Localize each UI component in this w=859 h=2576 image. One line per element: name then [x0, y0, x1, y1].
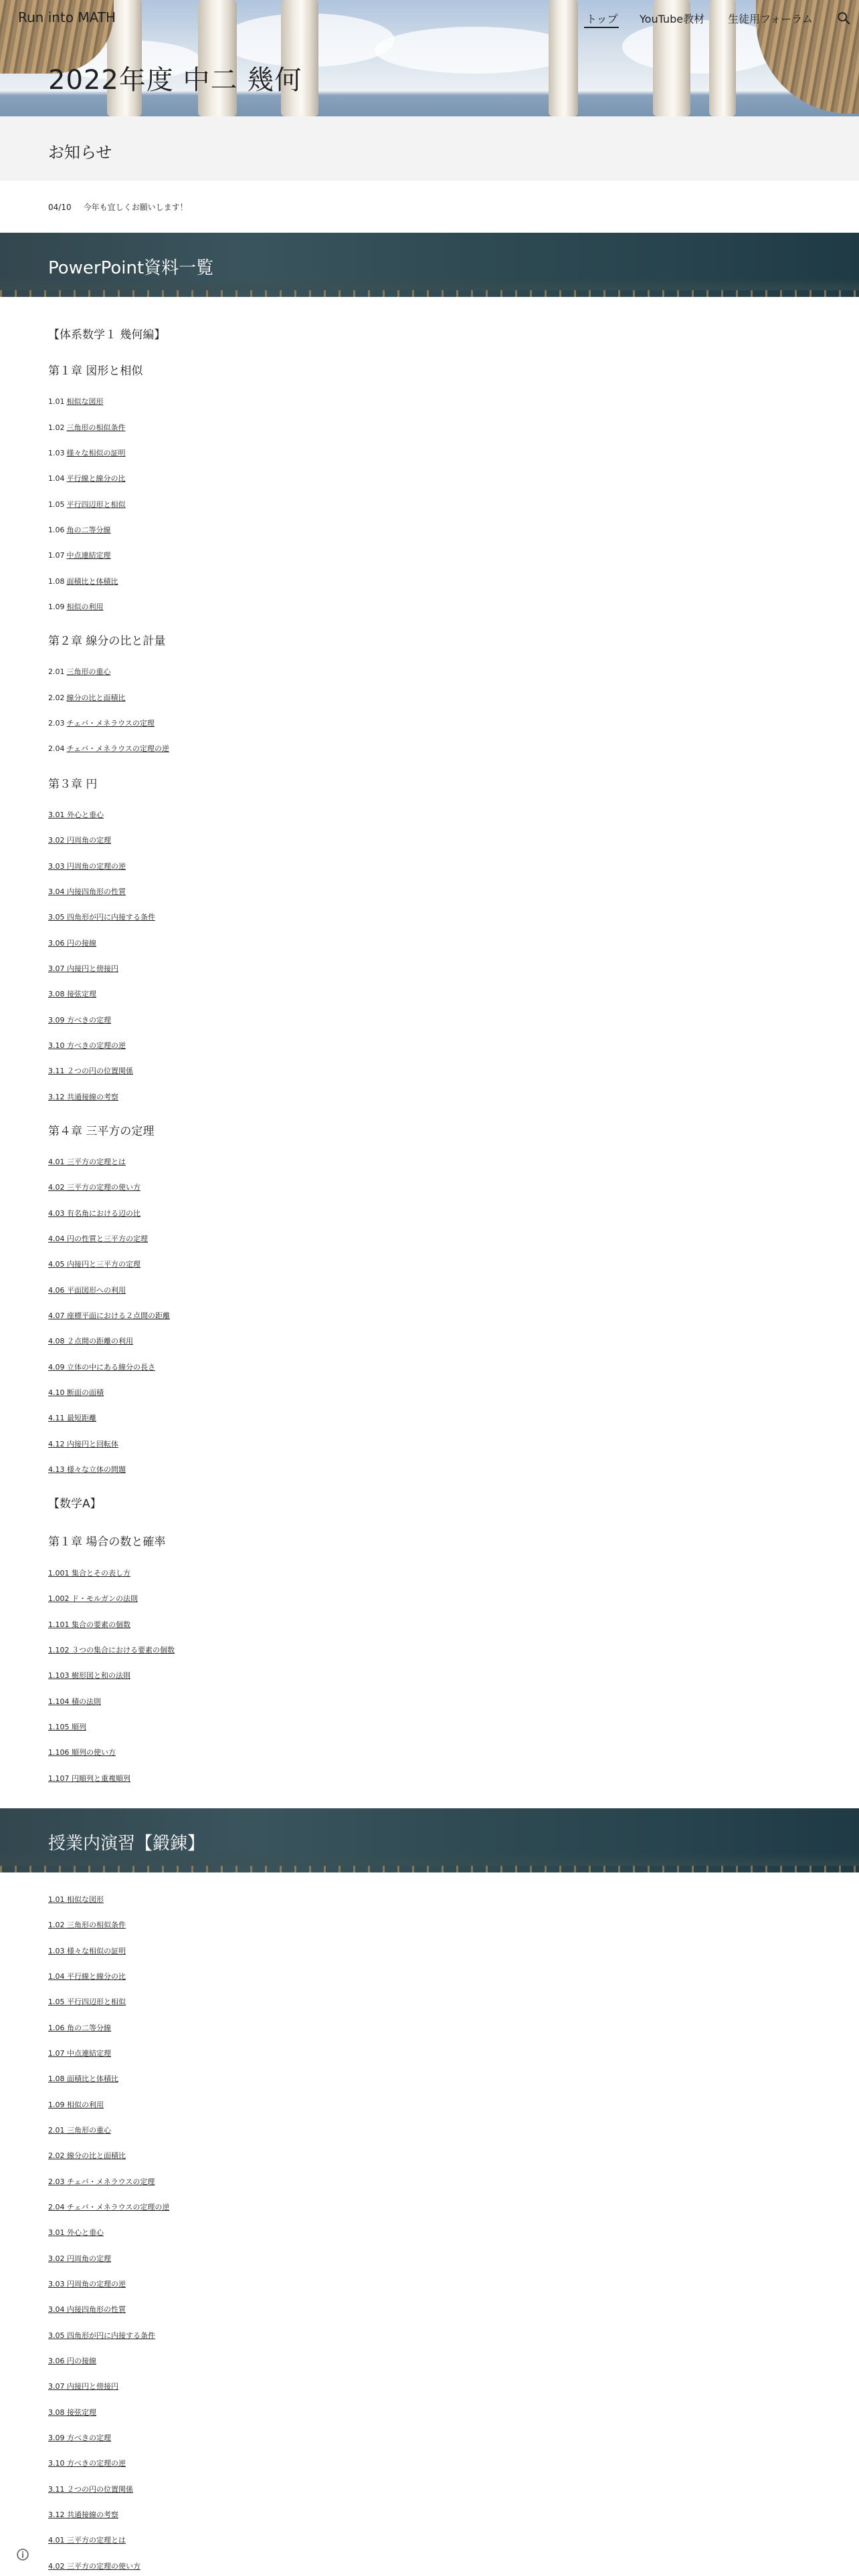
ppt-link[interactable]: 3.04 内接四角形の性質: [48, 887, 126, 896]
ppt-link[interactable]: 1.002 ド・モルガンの法則: [48, 1594, 138, 1603]
ppt-link[interactable]: 4.02 三平方の定理の使い方: [48, 1183, 140, 1192]
drill-link[interactable]: 3.02 円周角の定理: [48, 2254, 111, 2263]
ppt-link[interactable]: 1.106 順列の使い方: [48, 1748, 116, 1757]
list-item: 1.03 様々な相似の証明: [48, 449, 126, 457]
ppt-link[interactable]: 3.12 共通接線の考察: [48, 1093, 118, 1101]
chapter-heading-1: 第１章 図形と相似: [48, 364, 143, 378]
ppt-link[interactable]: 中点連結定理: [66, 551, 111, 560]
ppt-link[interactable]: 3.01 外心と垂心: [48, 811, 104, 819]
ppt-link[interactable]: 3.10 方べきの定理の逆: [48, 1041, 126, 1050]
ppt-link[interactable]: 4.08 ２点間の距離の利用: [48, 1337, 133, 1346]
ppt-link[interactable]: 1.102 ３つの集合における要素の個数: [48, 1646, 175, 1654]
drill-link[interactable]: 3.04 内接四角形の性質: [48, 2305, 126, 2314]
drill-link[interactable]: 3.07 内接円と傍接円: [48, 2382, 118, 2391]
drill-link[interactable]: 3.08 接弦定理: [48, 2408, 96, 2417]
ppt-link[interactable]: 3.06 円の接線: [48, 939, 96, 948]
ppt-link[interactable]: 平行四辺形と相似: [66, 500, 126, 509]
list-item: 2.02 線分の比と面積比: [48, 693, 126, 702]
notice-text: 今年も宜しくお願いします！: [83, 203, 188, 212]
ppt-link[interactable]: 様々な相似の証明: [66, 449, 126, 457]
ppt-link[interactable]: 4.13 様々な立体の問題: [48, 1465, 126, 1474]
drill-link[interactable]: 3.10 方べきの定理の逆: [48, 2459, 126, 2468]
drill-link[interactable]: 1.07 中点連結定理: [48, 2049, 111, 2058]
drill-link[interactable]: 1.08 面積比と体積比: [48, 2074, 118, 2083]
list-item: 2.03 チェバ・メネラウスの定理: [48, 719, 155, 728]
ppt-link[interactable]: 三角形の相似条件: [66, 423, 126, 432]
ppt-link[interactable]: 3.05 四角形が円に内接する条件: [48, 913, 155, 922]
notice-date: 04/10: [48, 203, 72, 212]
ppt-link[interactable]: 4.01 三平方の定理とは: [48, 1158, 126, 1166]
nav-youtube[interactable]: YouTube教材: [640, 13, 705, 25]
nav-forum[interactable]: 生徒用フォーラム: [728, 13, 814, 25]
chapter-heading-2: 第２章 線分の比と計量: [48, 635, 166, 648]
ppt-link[interactable]: 4.10 断面の面積: [48, 1388, 104, 1397]
ppt-link[interactable]: 4.09 立体の中にある線分の長さ: [48, 1363, 155, 1372]
ppt-link[interactable]: 4.03 有名角における辺の比: [48, 1209, 140, 1218]
search-icon[interactable]: [836, 11, 851, 25]
ppt-link[interactable]: チェバ・メネラウスの定理の逆: [66, 744, 169, 753]
drill-link[interactable]: 3.12 共通接線の考察: [48, 2510, 118, 2519]
ppt-link[interactable]: 1.101 集合の要素の個数: [48, 1620, 130, 1629]
drill-link[interactable]: 1.04 平行線と線分の比: [48, 1972, 126, 1981]
drill-link[interactable]: 1.01 相似な図形: [48, 1895, 104, 1904]
ppt-link[interactable]: 相似な図形: [66, 397, 104, 406]
ppt-link[interactable]: 相似の利用: [66, 603, 104, 611]
chapter-heading-4: 第４章 三平方の定理: [48, 1125, 155, 1138]
drill-link[interactable]: 2.01 三角形の重心: [48, 2126, 111, 2135]
drill-section-title: 授業内演習【鍛錬】: [48, 1834, 205, 1854]
drill-link[interactable]: 4.02 三平方の定理の使い方: [48, 2562, 140, 2571]
drill-link[interactable]: 3.05 四角形が円に内接する条件: [48, 2331, 155, 2340]
drill-link[interactable]: 1.09 相似の利用: [48, 2101, 104, 2109]
ppt-link[interactable]: 3.09 方べきの定理: [48, 1016, 111, 1025]
ppt-link[interactable]: 4.06 平面図形への利用: [48, 1286, 126, 1295]
ppt-link[interactable]: 三角形の重心: [66, 667, 111, 676]
drill-link[interactable]: 3.09 方べきの定理: [48, 2434, 111, 2442]
drill-link[interactable]: 2.04 チェバ・メネラウスの定理の逆: [48, 2203, 170, 2212]
drill-link[interactable]: 2.03 チェバ・メネラウスの定理: [48, 2177, 155, 2186]
drill-link[interactable]: 3.01 外心と垂心: [48, 2228, 104, 2237]
ppt-link[interactable]: 角の二等分線: [66, 526, 111, 534]
list-item: 1.06 角の二等分線: [48, 526, 111, 534]
list-item: 1.05 平行四辺形と相似: [48, 500, 126, 509]
info-icon[interactable]: [16, 2548, 29, 2561]
ppt-link[interactable]: 4.05 内接円と三平方の定理: [48, 1260, 140, 1269]
ppt-link[interactable]: 面積比と体積比: [66, 577, 118, 586]
drill-link[interactable]: 4.01 三平方の定理とは: [48, 2536, 126, 2545]
drill-link[interactable]: 1.06 角の二等分線: [48, 2024, 111, 2032]
list-item: 2.04 チェバ・メネラウスの定理の逆: [48, 744, 169, 753]
chapter-heading-A1: 第１章 場合の数と確率: [48, 1535, 166, 1549]
list-item: 2.01 三角形の重心: [48, 667, 111, 676]
ppt-link[interactable]: 4.07 座標平面における２点間の距離: [48, 1311, 170, 1320]
drill-link[interactable]: 3.03 円周角の定理の逆: [48, 2280, 126, 2288]
ppt-link[interactable]: 3.11 ２つの円の位置関係: [48, 1067, 133, 1075]
drill-link[interactable]: 3.11 ２つの円の位置関係: [48, 2485, 133, 2494]
drill-link[interactable]: 1.05 平行四辺形と相似: [48, 1998, 126, 2006]
ppt-link[interactable]: 3.07 内接円と傍接円: [48, 964, 118, 973]
ppt-link[interactable]: 4.12 内接円と回転体: [48, 1440, 118, 1448]
list-item: 1.09 相似の利用: [48, 603, 104, 611]
chapter-heading-3: 第３章 円: [48, 778, 98, 791]
list-item: 1.08 面積比と体積比: [48, 577, 118, 586]
notice-title: お知らせ: [48, 143, 112, 162]
ppt-section-title: PowerPoint資料一覧: [48, 258, 214, 278]
list-item: 1.04 平行線と線分の比: [48, 474, 126, 483]
site-brand[interactable]: Run into MATH: [18, 9, 116, 25]
ppt-link[interactable]: チェバ・メネラウスの定理: [66, 719, 155, 728]
list-item: 1.02 三角形の相似条件: [48, 423, 126, 432]
ppt-link[interactable]: 線分の比と面積比: [66, 693, 126, 702]
drill-link[interactable]: 3.06 円の接線: [48, 2357, 96, 2365]
drill-link[interactable]: 1.03 様々な相似の証明: [48, 1947, 126, 1955]
ppt-link[interactable]: 3.03 円周角の定理の逆: [48, 862, 126, 871]
book-heading-taikei: 【体系数学１ 幾何編】: [48, 328, 166, 342]
ppt-link[interactable]: 1.107 円順列と重複順列: [48, 1774, 130, 1783]
ppt-link[interactable]: 4.11 最短距離: [48, 1414, 96, 1422]
list-item: 1.01 相似な図形: [48, 397, 104, 406]
ppt-link[interactable]: 1.104 積の法則: [48, 1697, 101, 1706]
nav-top[interactable]: トップ: [586, 13, 618, 25]
ppt-link[interactable]: 3.08 接弦定理: [48, 990, 96, 998]
ppt-link[interactable]: 1.105 順列: [48, 1723, 86, 1731]
drill-link[interactable]: 2.02 線分の比と面積比: [48, 2151, 126, 2160]
ppt-link[interactable]: 1.103 樹形図と和の法則: [48, 1671, 130, 1680]
page-title: 2022年度 中二 幾何: [48, 65, 302, 96]
nav-active-indicator: [584, 27, 619, 28]
ppt-link[interactable]: 3.02 円周角の定理: [48, 836, 111, 845]
ppt-link[interactable]: 平行線と線分の比: [66, 474, 126, 483]
notice-section: [0, 116, 859, 181]
notice-entry: [48, 201, 188, 213]
ppt-link[interactable]: 4.04 円の性質と三平方の定理: [48, 1235, 148, 1243]
ppt-link[interactable]: 1.001 集合とその表し方: [48, 1569, 130, 1578]
book-heading-mathA: 【数学A】: [48, 1497, 102, 1511]
drill-link[interactable]: 1.02 三角形の相似条件: [48, 1921, 126, 1929]
list-item: 1.07 中点連結定理: [48, 551, 111, 560]
